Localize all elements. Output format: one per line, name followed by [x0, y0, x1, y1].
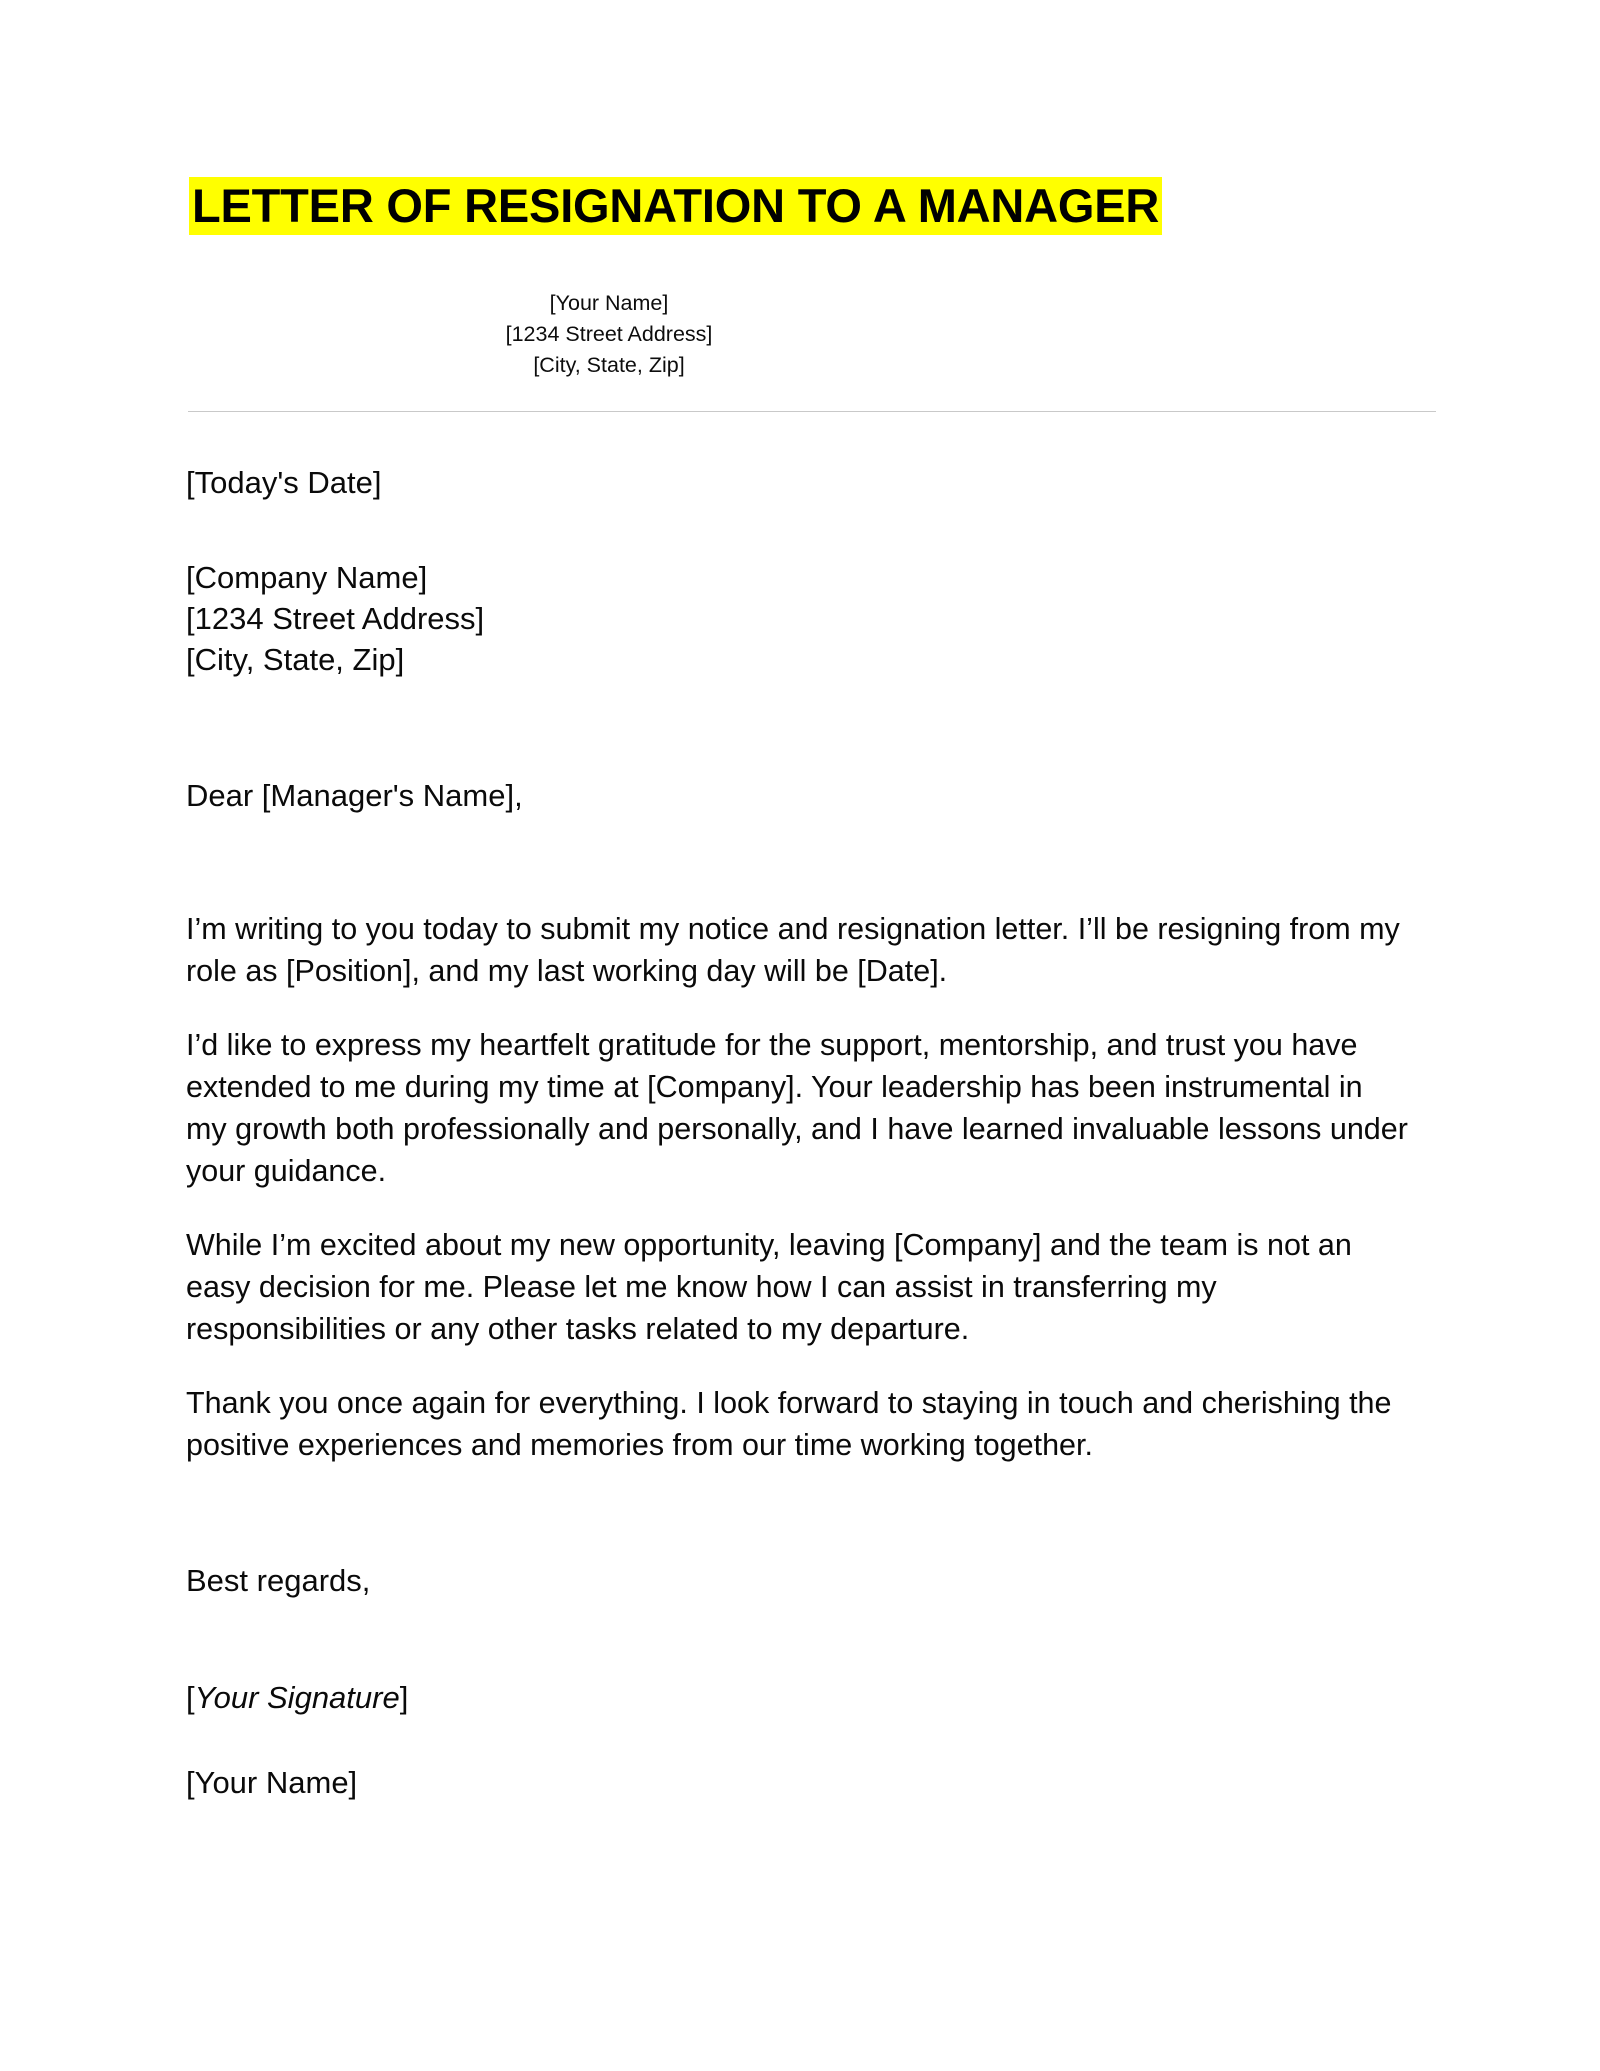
body-paragraph-3: While I’m excited about my new opportunity, leaving [Company] and the team is not an easy decision for me. Please let me know how I can assist in transferring my responsibilities or any other tasks related to my departure.: [186, 1228, 1352, 1346]
body-paragraph-2: I’d like to express my heartfelt gratitude for the support, mentorship, and trust you have extended to me during my time at [Company]. Your leadership has been instrumental in my growth both professionally and personally, and I have learned invaluable lessons under your guidance.: [186, 1028, 1408, 1188]
header-divider: [188, 411, 1436, 412]
recipient-city-state-zip: [City, State, Zip]: [186, 642, 405, 677]
body-paragraph-1: I’m writing to you today to submit my notice and resignation letter. I’ll be resigning from my role as [Position], and my last working day will be [Date].: [186, 912, 1400, 988]
sender-name: [Your Name]: [549, 291, 669, 315]
sender-address-block: [189, 288, 1029, 382]
recipient-street: [1234 Street Address]: [186, 601, 485, 636]
date-line: [Today's Date]: [186, 465, 382, 500]
spacer-before-closing: [186, 1498, 1421, 1560]
page-title: LETTER OF RESIGNATION TO A MANAGER: [189, 177, 1162, 235]
signature-close-bracket: ]: [399, 1680, 409, 1715]
sender-city-state-zip: [City, State, Zip]: [533, 353, 685, 378]
letter-body: [186, 462, 1421, 1803]
spacer-before-signer-name: [186, 1718, 1421, 1762]
salutation: Dear [Manager's Name],: [186, 778, 523, 813]
recipient-company: [Company Name]: [186, 560, 428, 595]
page-title-container: [0, 178, 1600, 233]
signer-name: [Your Name]: [186, 1765, 358, 1800]
closing-line: Best regards,: [186, 1563, 371, 1598]
sender-street: [1234 Street Address]: [505, 322, 713, 347]
signature-placeholder: [186, 1677, 1421, 1718]
spacer-after-date: [186, 503, 1421, 557]
spacer-before-signature: [186, 1601, 1421, 1677]
signature-open-bracket: [: [186, 1680, 195, 1715]
body-paragraph-4: Thank you once again for everything. I look forward to staying in touch and cherishing the positive experiences and memories from our time working together.: [186, 1386, 1392, 1462]
spacer-after-salutation: [186, 816, 1421, 908]
spacer-after-recipient: [186, 680, 1421, 775]
signature-italic-text: Your Signature: [194, 1680, 400, 1715]
